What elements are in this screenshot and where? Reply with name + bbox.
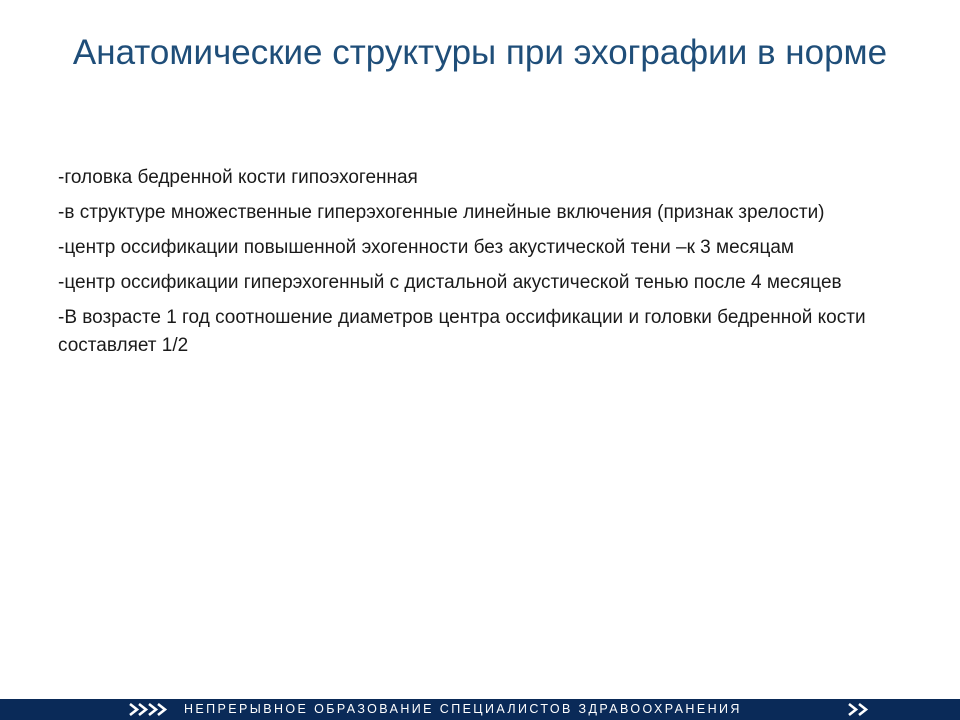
- double-chevron-right-icon: [128, 702, 168, 717]
- bullet-item: -в структуре множественные гиперэхогенные линейные включения (признак зрелости): [58, 202, 825, 223]
- bullet-item: -головка бедренной кости гипоэхогенная: [58, 167, 418, 188]
- bullet-list: [58, 164, 908, 367]
- slide-title: Анатомические структуры при эхографии в норме: [72, 33, 888, 72]
- footer-text: НЕПРЕРЫВНОЕ ОБРАЗОВАНИЕ СПЕЦИАЛИСТОВ ЗДРАВООХРАНЕНИЯ: [184, 702, 742, 716]
- footer-bar: [0, 699, 960, 720]
- bullet-item: -В возрасте 1 год соотношение диаметров центра оссификации и головки бедренной кости составляет 1/2: [58, 307, 866, 356]
- double-chevron-right-icon: [847, 702, 871, 717]
- bullet-item: -центр оссификации повышенной эхогенности без акустической тени –к 3 месяцам: [58, 237, 794, 258]
- bullet-item: -центр оссификации гиперэхогенный с дистальной акустической тенью после 4 месяцев: [58, 272, 842, 293]
